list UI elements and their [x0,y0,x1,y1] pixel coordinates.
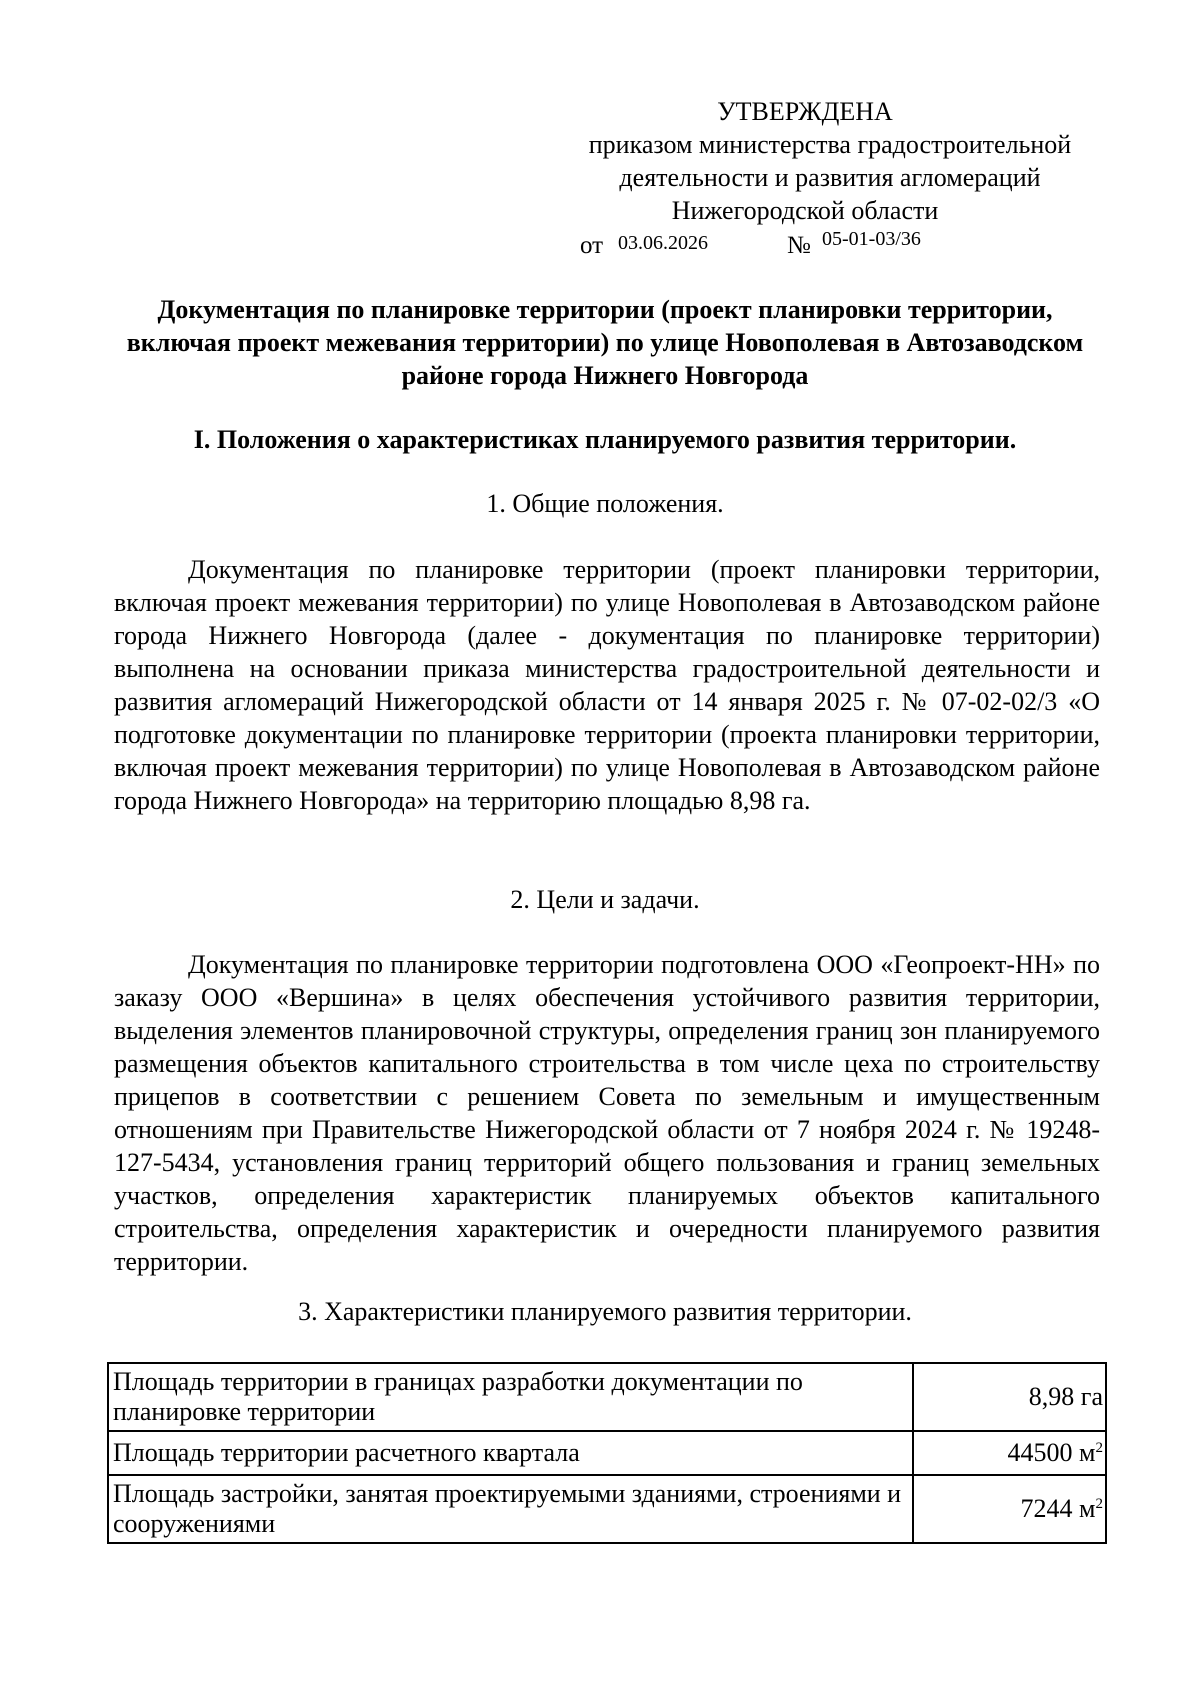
heading-characteristics: 3. Характеристики планируемого развития территории. [298,1297,912,1326]
table-row [108,1431,1106,1475]
table-cell-name: Площадь застройки, занятая проектируемыми зданиями, строениями и сооружениями [108,1475,913,1543]
table-cell-name: Площадь территории расчетного квартала [108,1431,913,1475]
characteristics-table [107,1362,1107,1544]
heading-general-provisions: 1. Общие положения. [486,489,724,518]
approval-date-row [540,227,1100,263]
table-row [108,1475,1106,1543]
heading-goals-tasks: 2. Цели и задачи. [510,885,700,914]
table-row [108,1363,1106,1431]
table-cell-value: 7244 $м^2$ [913,1475,1106,1543]
number-prefix: № [787,232,811,259]
order-number: 05-01-03/36 [822,228,921,250]
approval-line-3: Нижегородской области [671,196,939,225]
order-date: 03.06.2026 [618,232,708,254]
approval-block [540,95,1100,263]
table-cell-name: Площадь территории в границах разработки документации по планировке территории [108,1363,913,1431]
date-prefix: от [580,232,604,259]
section-title: I. Положения о характеристиках планируемого развития территории. [193,425,1017,454]
paragraph-goals-tasks: Документация по планировке территории подготовлена ООО «Геопроект-НН» по заказу ООО «Вершина» в целях обеспечения устойчивого развития территории, выделения элементов планировочной структуры, определения границ зон планируемого размещения объектов капитального строительства в том числе цеха по строительству прицепов в соответствии с решением Совета по земельным и имущественным отношениям при Правительстве Нижегородской области от 7 ноября 2024 г. № 19248-127-5434, установления границ территорий общего пользования и границ земельных участков, определения характеристик планируемых объектов капитального строительства, определения характеристик и очередности планируемого развития территории. [114,950,1100,1276]
table-cell-value: 44500 $м^2$ [913,1431,1106,1475]
approval-line-1: приказом министерства градостроительной [588,130,1072,159]
document-title: Документация по планировке территории (проект планировки территории, включая проект межевания территории) по улице Новополевая в Автозаводском районе города Нижнего Новгорода [126,295,1084,390]
approval-title: УТВЕРЖДЕНА [717,97,893,126]
approval-line-2: деятельности и развития агломераций [619,163,1041,192]
paragraph-general-provisions: Документация по планировке территории (проект планировки территории, включая проект межевания территории) по улице Новополевая в Автозаводском районе города Нижнего Новгорода (далее - документация по планировке территории) выполнена на основании приказа министерства градостроительной деятельности и развития агломераций Нижегородской области от 14 января 2025 г. № 07-02-02/3 «О подготовке документации по планировке территории (проекта планировки территории, включая проект межевания территории) по улице Новополевая в Автозаводском районе города Нижнего Новгорода» на территорию площадью 8,98 га. [114,555,1100,815]
table-cell-value: 8,98 га [913,1363,1106,1431]
